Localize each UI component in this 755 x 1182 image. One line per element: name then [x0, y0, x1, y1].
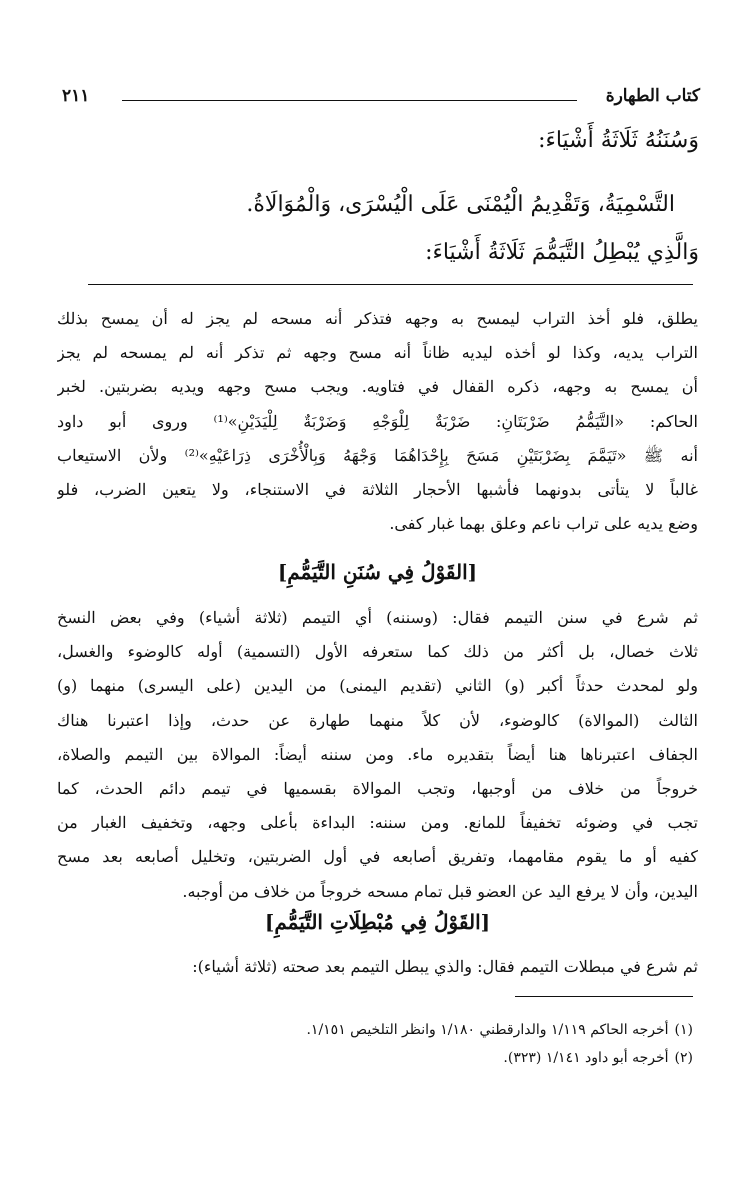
text-line: كفيه أو ما يقوم مقامهما، وتفريق أصابعه في أول الضربتين، وتخليل أصابعه بعد مسح [57, 847, 698, 867]
section-heading-sunan: [القَوْلُ فِي سُنَنِ التَّيَمُّمِ] [277, 560, 478, 584]
footnote-marker: (٢) [674, 1050, 693, 1066]
text-line: التراب يديه، وكذا لو أخذه ليديه ظاناً أنه مسح وجهه ثم تذكر أنه لم يمسحه لم يجز [57, 343, 698, 363]
section-heading-mubtilat: [القَوْلُ فِي مُبْطِلَاتِ التَّيَمُّمِ] [264, 910, 491, 934]
matn-line-1: وَسُنَنُهُ ثَلَاثَةُ أَشْيَاءَ: [538, 128, 699, 153]
footnote-text: أخرجه الحاكم ١/١١٩ والدارقطني ١/١٨٠ وانظر التلخيص ١/١٥١. [306, 1022, 669, 1038]
footnote-marker: (١) [674, 1022, 693, 1038]
matn-line-2: التَّسْمِيَةُ، وَتَقْدِيمُ الْيُمْنَى عَلَى الْيُسْرَى، وَالْمُوَالَاةُ. [246, 192, 675, 217]
text-line: الثالث (الموالاة) كالوضوء، لأن كلاً منهما طهارة عن حدث، وإذا اعتبرنا هناك [57, 710, 698, 730]
text-line: الجفاف اعتبرناها هنا أيضاً بتقديره ماء. ومن سننه أيضاً: الموالاة بين التيمم والصلاة، [57, 744, 698, 764]
text-line: أن يمسح به وجهه، ذكره القفال في فتاويه. ويجب مسح وجهه ويديه بضربتين. لخبر [57, 377, 698, 397]
text-line: وضع يديه على تراب ناعم وعلق بهما غبار كفى. [389, 514, 698, 534]
header-rule [122, 100, 577, 101]
commentary-paragraph-1 [57, 302, 698, 541]
matn-line-3: وَالَّذِي يُبْطِلُ التَّيَمُّمَ ثَلَاثَةُ أَشْيَاءَ: [425, 240, 699, 265]
text-line: ثم شرع في سنن التيمم فقال: (وسننه) أي التيمم (ثلاثة أشياء) وفي بعض النسخ [57, 608, 698, 627]
running-header-title: كتاب الطهارة [605, 86, 700, 106]
footnote-text: أخرجه أبو داود ١/١٤١ (٣٢٣). [503, 1050, 669, 1066]
commentary-paragraph-3 [57, 950, 698, 984]
matn-separator-rule [88, 284, 693, 285]
page-number: ٢١١ [62, 86, 90, 106]
text-line: ولو لمحدث حدثاً أكبر (و) الثاني (تقديم اليمنى) من اليدين (على اليسرى) منهما (و) [57, 676, 698, 696]
text-line: خروجاً من خلاف من أوجبها، وتجب الموالاة بقسميها في تيمم دائم الحدث، كما [57, 778, 698, 798]
commentary-paragraph-2 [57, 601, 698, 909]
text-line: ثم شرع في مبطلات التيمم فقال: والذي يبطل التيمم بعد صحته (ثلاثة أشياء): [192, 957, 698, 976]
footnotes [62, 1016, 693, 1072]
footnote-2 [62, 1044, 693, 1072]
footnote-1 [62, 1016, 693, 1044]
text-line: أنه ﷺ «تَيَمَّمَ بِضَرْبَتَيْنِ مَسَحَ بِإِحْدَاهُمَا وَجْهَهُ وَبِالْأُخْرَى ذِرَاعَيْهِ»⁽²⁾ ولأن الاستيعاب [57, 445, 698, 465]
text-line: اليدين، وأن لا يرفع اليد عن العضو قبل تمام مسحه خروجاً من خلاف من أوجبه. [182, 881, 698, 901]
footnote-rule [515, 996, 693, 997]
text-line: غالباً لا يتأتى بدونهما فأشبها الأحجار الثلاثة في الاستنجاء، ولا يتعين الضرب، فلو [57, 479, 698, 499]
text-line: ثلاث خصال، بل أكثر من ذلك كما ستعرفه الأول (التسمية) أوله كالوضوء والغسل، [57, 642, 698, 662]
text-line: يطلق، فلو أخذ التراب ليمسح به وجهه فتذكر أنه مسحه لم يجز له أن يمسح بذلك [57, 309, 698, 328]
text-line: تجب في وضوئه تخفيفاً للمانع. ومن سننه: البداءة بأعلى وجهه، وتخفيف الغبار من [57, 813, 698, 833]
text-line: الحاكم: «التَّيَمُّمُ ضَرْبَتَانِ: ضَرْبَةٌ لِلْوَجْهِ وَضَرْبَةٌ لِلْيَدَيْنِ»⁽¹⁾ وروى أبو داود [57, 411, 698, 431]
